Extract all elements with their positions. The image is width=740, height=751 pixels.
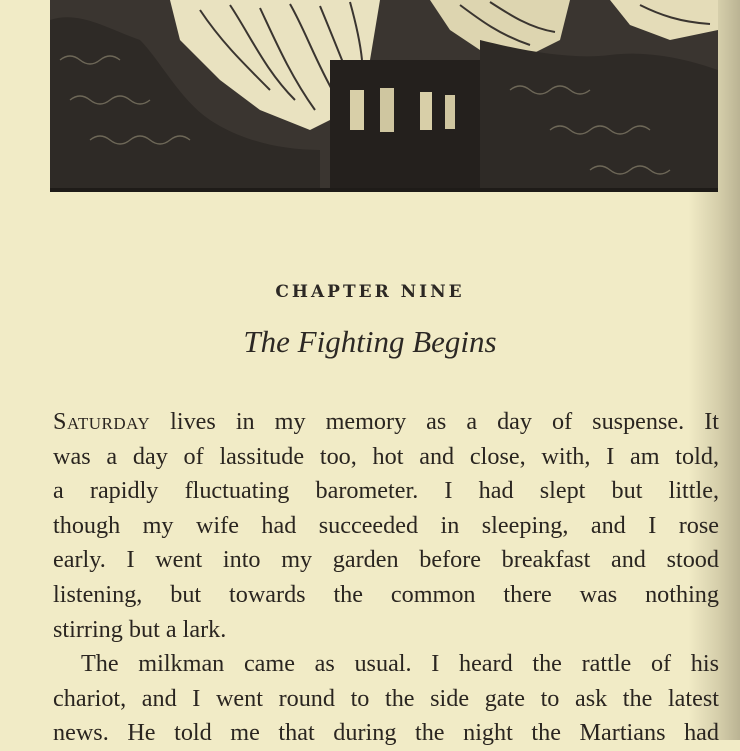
drop-lead-word: Saturday	[53, 408, 151, 435]
text-line: The milkman came as usual. I heard the rattle of his	[81, 650, 719, 678]
body-text	[53, 405, 719, 751]
text-line: was a day of lassitude too, hot and close, with, I am told,	[53, 442, 719, 470]
text-line: a rapidly fluctuating barometer. I had slept but little,	[53, 477, 719, 505]
woodcut-illustration-icon	[50, 0, 718, 192]
text-line: listening, but towards the common there was nothing	[53, 580, 719, 608]
text-line: news. He told me that during the night the Martians had	[53, 719, 719, 747]
text-line: stirring but a lark.	[53, 615, 227, 643]
text-line: early. I went into my garden before breakfast and stood	[53, 546, 719, 574]
text-line: chariot, and I went round to the side gate to ask the latest	[53, 684, 719, 712]
chapter-label: CHAPTER NINE	[275, 282, 465, 302]
text-line: Saturday lives in my memory as a day of suspense. It	[53, 408, 719, 435]
text-line: though my wife had succeeded in sleeping, and I rose	[53, 511, 719, 539]
chapter-title: The Fighting Begins	[243, 324, 497, 359]
